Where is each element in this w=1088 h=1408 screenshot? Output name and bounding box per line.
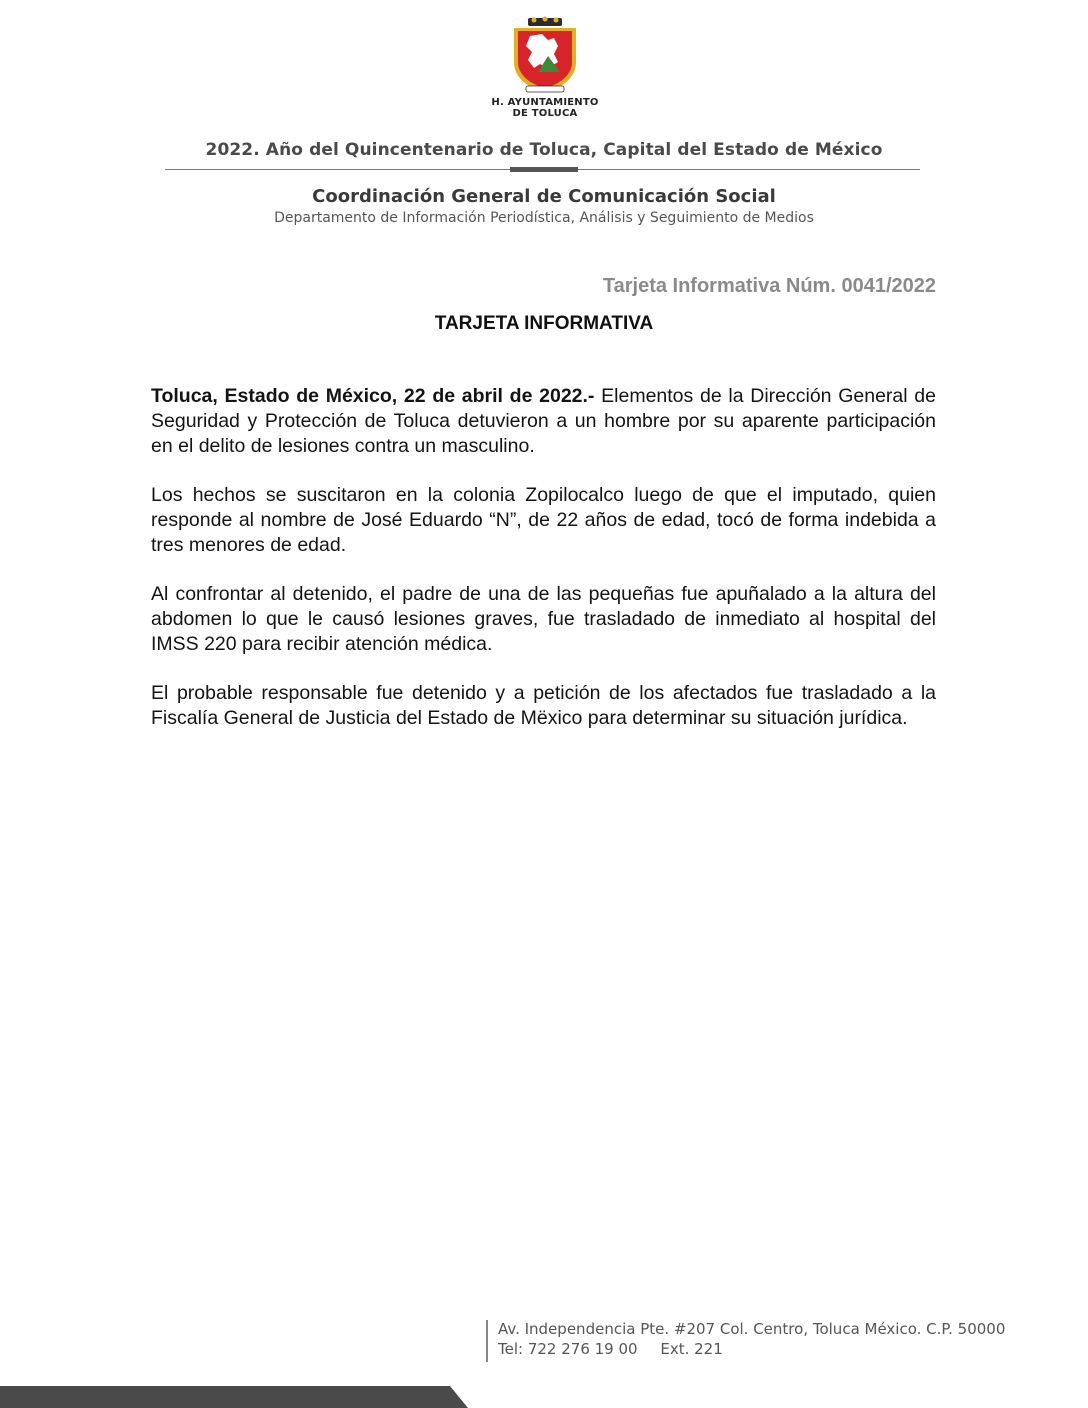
footer-phone-line [498, 1340, 723, 1358]
dateline: Toluca, Estado de México, 22 de abril de 2022.- [151, 385, 595, 407]
paragraph-1 [151, 384, 936, 459]
toluca-coat-of-arms-logo [508, 16, 582, 98]
year-title: 2022. Año del Quincentenario de Toluca, Capital del Estado de México [205, 140, 883, 160]
department-name: Coordinación General de Comunicación Social [312, 186, 776, 207]
footer-address: Av. Independencia Pte. #207 Col. Centro, Toluca México. C.P. 50000 [498, 1320, 1006, 1338]
paragraph-4: El probable responsable fue detenido y a petición de los afectados fue trasladado a la Fiscalía General de Justicia del Estado de Mëxico para determinar su situación jurídica. [151, 682, 936, 729]
seal-caption-line1: H. AYUNTAMIENTO [491, 97, 599, 108]
document-body [151, 384, 936, 755]
paragraph-3: Al confrontar al detenido, el padre de una de las pequeñas fue apuñalado a la altura del abdomen lo que le causó lesiones graves, fue trasladado de inmediato al hospital del IMSS 220 para recibir atención médica. [151, 583, 936, 655]
footer-divider [486, 1320, 488, 1362]
footer-phone: Tel: 722 276 19 00 [498, 1340, 638, 1358]
paragraph-1-text: Elementos de la Dirección General de Seguridad y Protección de Toluca detuvieron a un hombre por su aparente participación en el delito de lesiones contra un masculino. [151, 385, 936, 457]
header-divider-accent [510, 167, 578, 172]
paragraph-2: Los hechos se suscitaron en la colonia Zopilocalco luego de que el imputado, quien responde al nombre de José Eduardo “N”, de 22 años de edad, tocó de forma indebida a tres menores de edad. [151, 484, 936, 556]
document-title: TARJETA INFORMATIVA [434, 313, 654, 334]
card-number: Tarjeta Informativa Núm. 0041/2022 [602, 275, 936, 297]
footer-extension: Ext. 221 [660, 1340, 723, 1358]
footer-band [0, 1386, 1088, 1408]
subdepartment-name: Departamento de Información Periodística, Análisis y Seguimiento de Medios [274, 210, 814, 226]
seal-caption [470, 97, 620, 119]
seal-caption-line2: DE TOLUCA [512, 108, 578, 119]
